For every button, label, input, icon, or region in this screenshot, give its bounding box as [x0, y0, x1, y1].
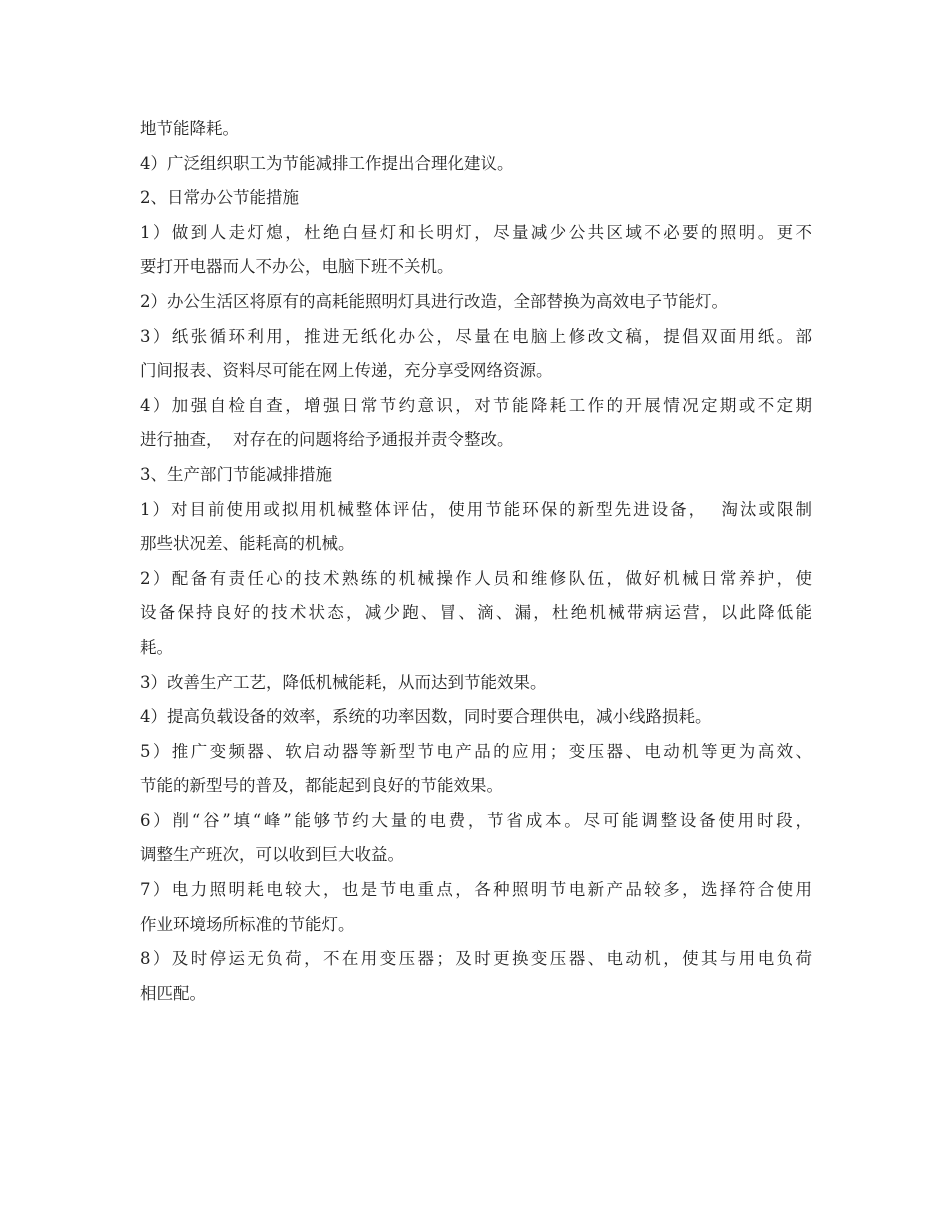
text-line: 节能的新型号的普及，都能起到良好的节能效果。	[140, 776, 503, 796]
section-heading: 3、生产部门节能减排措施	[140, 464, 332, 484]
text-line: 6）削“谷”填“峰”能够节约大量的电费，节省成本。尽可能调整设备使用时段，	[140, 810, 812, 830]
text-line: 地节能降耗。	[140, 119, 239, 138]
text-line: 耗。	[140, 637, 173, 657]
text-line: 3）纸张循环利用，推进无纸化办公，尽量在电脑上修改文稿，提倡双面用纸。部	[140, 326, 812, 346]
text-line: 门间报表、资料尽可能在网上传递，充分享受网络资源。	[140, 361, 553, 381]
text-line: 4）广泛组织职工为节能减排工作提出合理化建议。	[140, 153, 514, 173]
text-line: 1）对目前使用或拟用机械整体评估，使用节能环保的新型先进设备， 淘汰或限制	[140, 499, 812, 519]
document-page	[140, 112, 830, 1011]
text-line: 那些状况差、能耗高的机械。	[140, 534, 355, 554]
text-line: 4）提高负载设备的效率，系统的功率因数，同时要合理供电，减小线路损耗。	[140, 707, 712, 727]
text-line: 作业环境场所标准的节能灯。	[140, 914, 355, 934]
text-line: 进行抽查， 对存在的问题将给予通报并责令整改。	[140, 430, 514, 450]
text-line: 调整生产班次，可以收到巨大收益。	[140, 845, 404, 865]
text-line: 设备保持良好的技术状态，减少跑、冒、滴、漏，杜绝机械带病运营，以此降低能	[140, 603, 812, 623]
text-line: 5）推广变频器、软启动器等新型节电产品的应用；变压器、电动机等更为高效、	[140, 741, 812, 761]
text-line: 相匹配。	[140, 983, 206, 1003]
text-line: 2）配备有责任心的技术熟练的机械操作人员和维修队伍，做好机械日常养护，使	[140, 568, 812, 588]
text-line: 4）加强自检自查，增强日常节约意识，对节能降耗工作的开展情况定期或不定期	[140, 395, 812, 415]
text-line: 2）办公生活区将原有的高耗能照明灯具进行改造，全部替换为高效电子节能灯。	[140, 291, 728, 311]
text-line: 8）及时停运无负荷，不在用变压器；及时更换变压器、电动机，使其与用电负荷	[140, 949, 812, 969]
section-heading: 2、日常办公节能措施	[140, 188, 299, 208]
text-line: 1）做到人走灯熄，杜绝白昼灯和长明灯，尽量减少公共区域不必要的照明。更不	[140, 222, 812, 242]
text-line: 3）改善生产工艺，降低机械能耗，从而达到节能效果。	[140, 672, 547, 692]
text-line: 7）电力照明耗电较大，也是节电重点，各种照明节电新产品较多，选择符合使用	[140, 880, 812, 900]
text-line: 要打开电器而人不办公，电脑下班不关机。	[140, 257, 454, 277]
